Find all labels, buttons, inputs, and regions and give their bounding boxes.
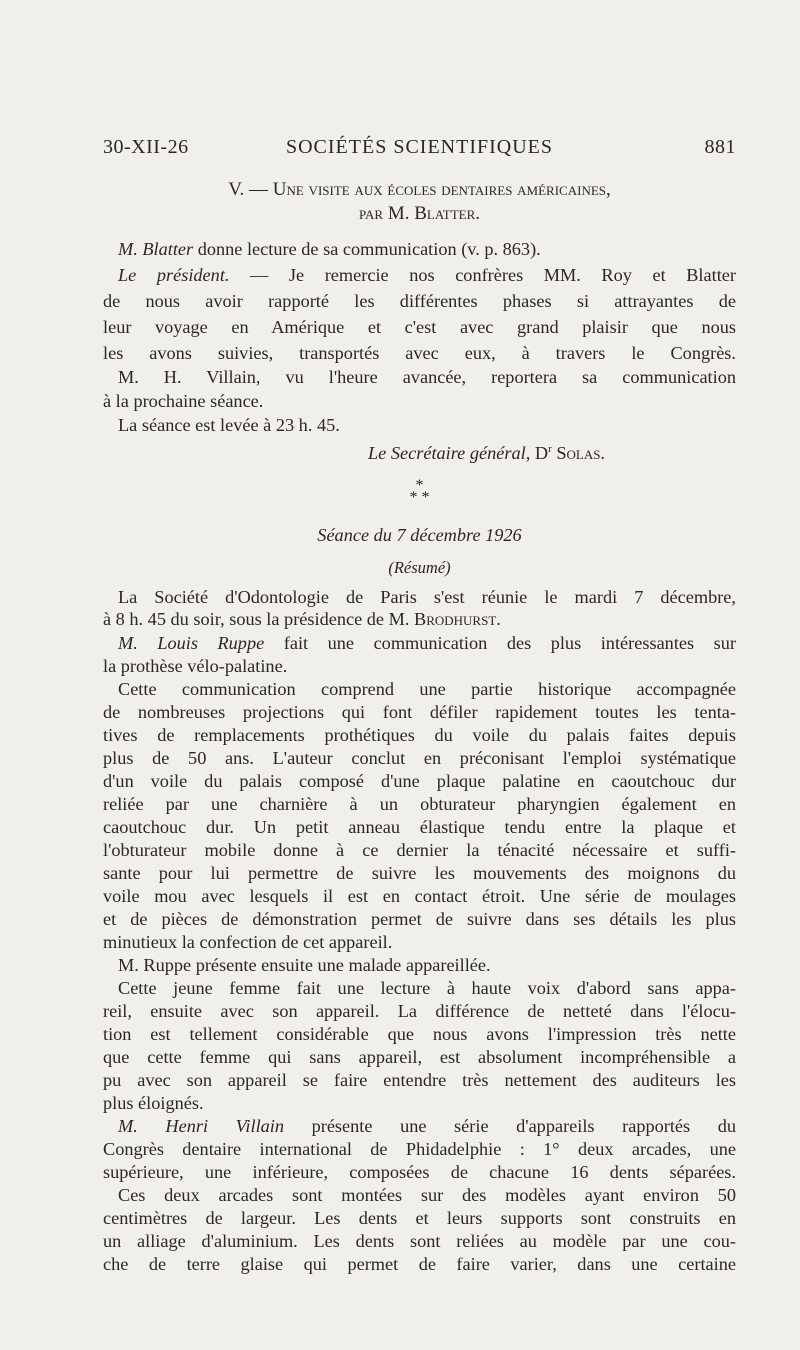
paragraph-communication-line: caoutchouc dur. Un petit anneau élastique tendu entre la plaque et: [103, 817, 736, 837]
section-v-title-line2: par M. Blatter.: [358, 203, 481, 224]
header-title: SOCIÉTÉS SCIENTIFIQUES: [285, 136, 553, 158]
session-title: Séance du 7 décembre 1926: [317, 525, 522, 545]
paragraph-president-line4: les avons suivies, transportés avec eux, à travers le Congrès.: [103, 343, 736, 363]
signature-name: Solas.: [551, 443, 606, 464]
paragraph-villain-line1: M. H. Villain, vu l'heure avancée, reportera sa communication: [118, 367, 736, 387]
president-name: Brodhurst.: [414, 609, 501, 629]
paragraph-arcades-line: che de terre glaise qui permet de faire varier, dans une certaine: [103, 1254, 736, 1274]
paragraph-communication-line: et de pièces de démonstration permet de suivre dans ses détails les plus: [103, 909, 736, 929]
signature-role: Le Secrétaire général,: [368, 443, 531, 464]
header-date: 30-XII-26: [103, 136, 189, 158]
paragraph-henri-villain-line2: Congrès dentaire international de Phidadelphie : 1° deux arcades, une: [103, 1139, 736, 1159]
paragraph-communication-line: minutieux la confection de cet appareil.: [103, 932, 393, 952]
paragraph-henri-villain-line1: [118, 1115, 736, 1138]
paragraph-arcades-line: centimètres de largeur. Les dents et leurs supports sont construits en: [103, 1208, 736, 1228]
paragraph-text: fait une communication des plus intéressantes sur: [264, 633, 737, 653]
paragraph-henri-villain-line3: supérieure, une inférieure, composées de chacune 16 dents séparées.: [103, 1162, 736, 1182]
paragraph-reading-line: tion est tellement considérable que nous avons l'impression très nette: [103, 1024, 736, 1044]
section-v-title-line1: V. — Une visite aux écoles dentaires américaines,: [228, 179, 611, 200]
paragraph-text: donne lecture de sa communication (v. p. 863).: [193, 239, 541, 259]
paragraph-communication-line: d'un voile du palais composé d'une plaque palatine en caoutchouc dur: [103, 771, 736, 791]
paragraph-communication-line: l'obturateur mobile donne à ce dernier la ténacité nécessaire et suffi-: [103, 840, 736, 860]
page-number: 881: [704, 136, 736, 158]
paragraph-communication-line: sante pour lui permettre de suivre les mouvements des moignons du: [103, 863, 736, 883]
paragraph-patient: M. Ruppe présente ensuite une malade appareillée.: [118, 955, 491, 975]
paragraph-communication-line: voile mou avec lesquels il est en contact étroit. Une série de moulages: [103, 886, 736, 906]
paragraph-text: à 8 h. 45 du soir, sous la présidence de M.: [103, 609, 415, 629]
paragraph-ruppe-line1: [118, 632, 736, 655]
signature-title-sup: r: [548, 443, 552, 455]
paragraph-reading-line: que cette femme qui sans appareil, est absolument incompréhensible a: [103, 1047, 736, 1067]
paragraph-communication-line: plus de 50 ans. L'auteur conclut en préconisant l'emploi systématique: [103, 748, 736, 768]
separator-stars-bottom: * *: [409, 489, 430, 506]
paragraph-arcades-line: un alliage d'aluminium. Les dents sont reliées au modèle par une cou-: [103, 1231, 736, 1251]
signature-title: D: [530, 443, 549, 464]
speaker-name: Le président.: [118, 265, 230, 285]
paragraph-communication-line: reliée par une charnière à un obturateur pharyngien également en: [103, 794, 736, 814]
paragraph-session-line1: La Société d'Odontologie de Paris s'est réunie le mardi 7 décembre,: [118, 587, 736, 607]
paragraph-villain-line2: à la prochaine séance.: [103, 391, 264, 411]
paragraph-communication-line: tives de remplacements prothétiques du voile du palais faites depuis: [103, 725, 736, 745]
speaker-name: M. Blatter: [118, 239, 194, 259]
paragraph-reading-line: plus éloignés.: [103, 1093, 204, 1113]
signature: [368, 438, 688, 465]
paragraph-blatter: [118, 238, 736, 261]
paragraph-president-line2: de nous avoir rapporté les différentes phases si attrayantes de: [103, 291, 736, 311]
paragraph-president-line3: leur voyage en Amérique et c'est avec grand plaisir que nous: [103, 317, 736, 337]
paragraph-text: — Je remercie nos confrères MM. Roy et Blatter: [229, 265, 736, 285]
speaker-name: M. Louis Ruppe: [118, 633, 265, 653]
session-subtitle: (Résumé): [388, 558, 451, 577]
running-head: [103, 136, 736, 160]
paragraph-communication-line: Cette communication comprend une partie historique accompagnée: [118, 679, 736, 699]
speaker-name: M. Henri Villain: [118, 1116, 285, 1136]
paragraph-reading-line: reil, ensuite avec son appareil. La différence de netteté dans l'élocu-: [103, 1001, 736, 1021]
paragraph-ruppe-line2: la prothèse vélo-palatine.: [103, 656, 288, 676]
paragraph-arcades-line: Ces deux arcades sont montées sur des modèles ayant environ 50: [118, 1185, 736, 1205]
paragraph-president-line1: [118, 264, 736, 287]
paragraph-reading-line: Cette jeune femme fait une lecture à haute voix d'abord sans appa-: [118, 978, 736, 998]
paragraph-session-line2: [103, 608, 736, 631]
paragraph-reading-line: pu avec son appareil se faire entendre très nettement des auditeurs les: [103, 1070, 736, 1090]
paragraph-text: présente une série d'appareils rapportés du: [284, 1116, 737, 1136]
separator-star-top: *: [415, 477, 424, 494]
paragraph-closing: La séance est levée à 23 h. 45.: [118, 415, 340, 435]
paragraph-communication-line: de nombreuses projections qui font défiler rapidement toutes les tenta-: [103, 702, 736, 722]
